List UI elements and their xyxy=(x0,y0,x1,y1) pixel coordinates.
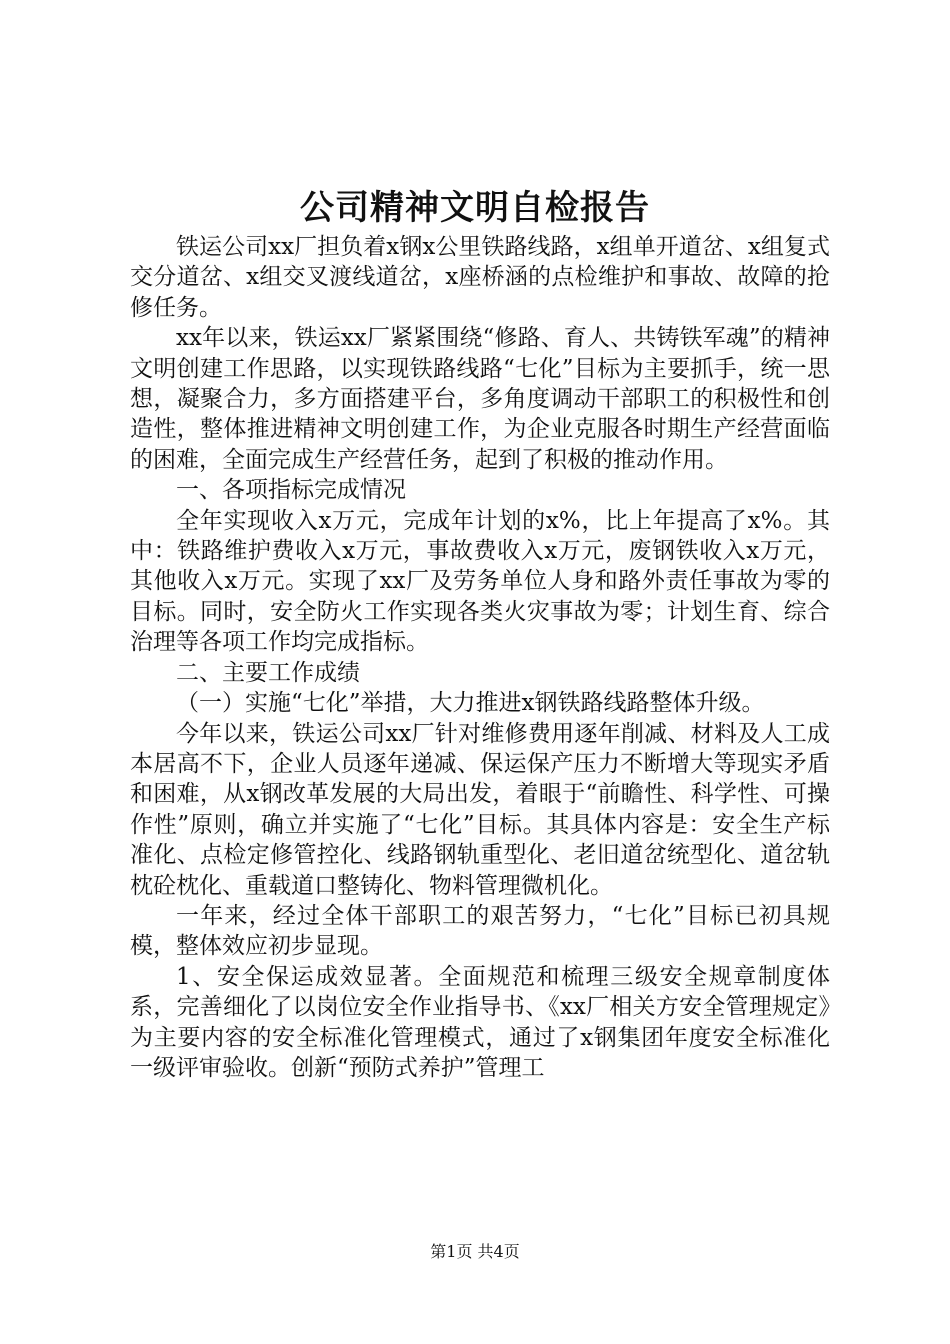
paragraph-overview: xx年以来，铁运xx厂紧紧围绕“修路、育人、共铸铁军魂”的精神文明创建工作思路，以实现铁路线路“七化”目标为主要抓手，统一思想，凝聚合力，多方面搭建平台，多角度调动干部职工的积极性和创造性，整体推进精神文明创建工作，为企业克服各时期生产经营面临的困难，全面完成生产经营任务，起到了积极的推动作用。 xyxy=(130,325,830,473)
paragraph-one-year: 一年来，经过全体干部职工的艰苦努力，“七化”目标已初具规模，整体效应初步显现。 xyxy=(130,902,830,960)
subsection-heading-seven: （一）实施“七化”举措，大力推进x钢铁路线路整体升级。 xyxy=(176,690,765,717)
paragraph-safety: 1、安全保运成效显著。全面规范和梳理三级安全规章制度体系，完善细化了以岗位安全作业指导书、《xx厂相关方安全管理规定》为主要内容的安全标准化管理模式，通过了x钢集团年度安全标准化一级评审验收。创新“预防式养护”管理工 xyxy=(130,963,830,1081)
section-heading-achievements: 二、主要工作成绩 xyxy=(176,659,360,686)
paragraph-intro: 铁运公司xx厂担负着x钢x公里铁路线路，x组单开道岔、x组复式交分道岔、x组交叉渡线道岔，x座桥涵的点检维护和事故、故障的抢修任务。 xyxy=(130,234,830,321)
section-heading-indicators: 一、各项指标完成情况 xyxy=(176,477,406,504)
page-footer: 第1页 共4页 xyxy=(430,1242,520,1261)
paragraph-indicators: 全年实现收入x万元，完成年计划的x%，比上年提高了x%。其中：铁路维护费收入x万元，事故费收入x万元，废钢铁收入x万元，其他收入x万元。实现了xx厂及劳务单位人身和路外责任事故为零的目标。同时，安全防火工作实现各类火灾事故为零；计划生育、综合治理等各项工作均完成指标。 xyxy=(130,507,830,656)
paragraph-seven-goals: 今年以来，铁运公司xx厂针对维修费用逐年削减、材料及人工成本居高不下，企业人员逐年递减、保运保产压力不断增大等现实矛盾和困难，从x钢改革发展的大局出发，着眼于“前瞻性、科学性、可操作性”原则，确立并实施了“七化”目标。其具体内容是：安全生产标准化、点检定修管控化、线路钢轨重型化、老旧道岔统型化、道岔轨枕砼枕化、重载道口整铸化、物料管理微机化。 xyxy=(130,720,830,899)
document-title: 公司精神文明自检报告 xyxy=(300,188,650,228)
document-body xyxy=(130,232,830,1083)
